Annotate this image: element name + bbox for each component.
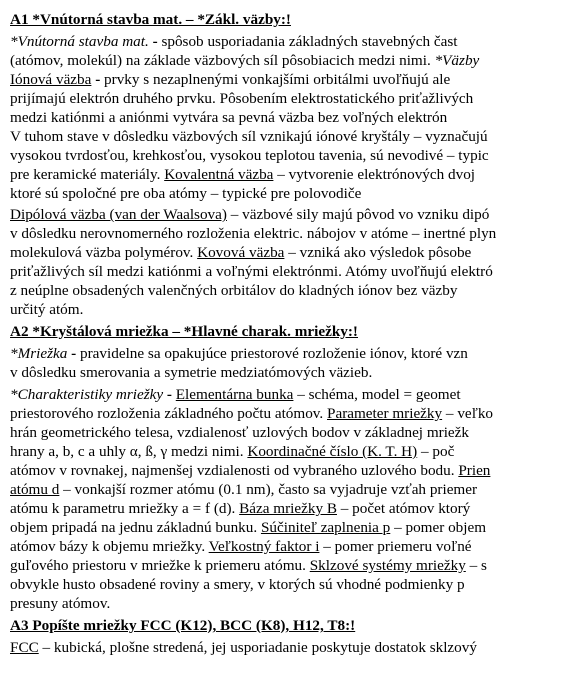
text: prijímajú elektrón druhého prvku. Pôsobením elektrostatického priťažlivých	[10, 90, 474, 107]
term-koordinacne-cislo: Koordinačné číslo (K. T. H)	[247, 443, 418, 460]
heading-a2-text: A2 *Kryštálová mriežka – *Hlavné charak. mriežky:!	[10, 323, 358, 340]
term-vnutorna-stavba: *Vnútorná stavba mat.	[10, 33, 149, 50]
term-priemer-atomu: Prien	[458, 462, 491, 479]
text: ktoré sú spoločné pre oba atómy – typické pre polovodiče	[10, 185, 362, 202]
text: obvykle husto obsadené roviny a smery, v ktorých sú vhodné podmienky p	[10, 576, 465, 593]
text-line	[10, 461, 490, 480]
text: medzi katiónmi a aniónmi vytvára sa pevná väzba bez voľných elektrón	[10, 109, 448, 126]
text: prvky s nezaplnenými vonkajšími orbitálmi uvoľňujú ale	[104, 71, 451, 88]
text: v dôsledku nerovnomerného rozloženia elektric. nábojov v atóme – inertné plyn	[10, 225, 497, 242]
text: spôsob usporiadania základných stavebných čast	[161, 33, 458, 50]
text-line	[10, 480, 477, 499]
text-line	[10, 184, 361, 203]
heading-a1	[10, 10, 291, 29]
text-line	[10, 363, 372, 382]
term-kovalentna-vazba: Kovalentná väzba	[164, 166, 274, 183]
text-line	[10, 224, 496, 243]
heading-a3-text: A3 Popíšte mriežky FCC (K12), BCC (K8), H12, T8:!	[10, 617, 356, 634]
text: – kubická, plošne stredená, jej usporiadanie poskytuje dostatok sklzový	[38, 639, 477, 656]
text: V tuhom stave v dôsledku väzbových síl vznikajú iónové kryštály – vyznačujú	[10, 128, 488, 145]
dash: -	[163, 386, 176, 403]
text: atómov bázy k objemu mriežky.	[10, 538, 209, 555]
text-line	[10, 281, 457, 300]
dash: -	[91, 71, 105, 88]
text: – vonkajší rozmer atómu (0.1 nm), často sa vyjadruje vzťah priemer	[59, 481, 478, 498]
term-mriezka: *Mriežka	[10, 345, 68, 362]
text: molekulová väzba polymérov.	[10, 244, 198, 261]
text: pravidelne sa opakujúce priestorové rozloženie iónov, ktoré vzn	[80, 345, 468, 362]
text: – vzniká ako výsledok pôsobe	[284, 244, 472, 261]
heading-a3	[10, 616, 355, 635]
text: atómu k parametru mriežky a = f (d).	[10, 500, 240, 517]
term-vazby: *Väzby	[434, 52, 480, 69]
text: vysokou tvrdosťou, krehkosťou, vysokou teplotou tavenia, sú nevodivé – typic	[10, 147, 489, 164]
text-line	[10, 205, 489, 224]
text-line	[10, 108, 447, 127]
text: presuny atómov.	[10, 595, 111, 612]
term-kovova-vazba: Kovová väzba	[197, 244, 285, 261]
text-line	[10, 243, 471, 262]
text: – schéma, model = geomet	[293, 386, 461, 403]
term-parameter-mriezky: Parameter mriežky	[327, 405, 443, 422]
text: z neúplne obsadených valenčných orbitálov do kladných iónov bez väzby	[10, 282, 458, 299]
term-ionova-vazba: Iónová väzba	[10, 71, 92, 88]
text-line	[10, 165, 475, 184]
text: – počet atómov ktorý	[336, 500, 471, 517]
dash: -	[67, 345, 81, 362]
text-line	[10, 537, 472, 556]
text: objem pripadá na jednu základnú bunku.	[10, 519, 261, 536]
text-line	[10, 300, 83, 319]
text-line	[10, 594, 110, 613]
term-baza-mriezky: Báza mriežky B	[239, 500, 337, 517]
heading-a1-text: A1 *Vnútorná stavba mat. – *Zákl. väzby:!	[10, 11, 291, 28]
heading-a2	[10, 322, 358, 341]
text: – väzbové sily majú pôvod vo vzniku dipó	[226, 206, 490, 223]
text: hrany a, b, c a uhly α, ß, γ medzi nimi.	[10, 443, 248, 460]
text-line	[10, 575, 465, 594]
text-line	[10, 442, 454, 461]
text: – vytvorenie elektrónových dvoj	[273, 166, 476, 183]
text-line	[10, 423, 469, 442]
text: hrán geometrického telesa, vzdialenosť uzlových bodov v základnej mriežk	[10, 424, 469, 441]
text-line	[10, 32, 458, 51]
text-line	[10, 638, 477, 657]
text: priťažlivých síl medzi katiónmi a voľnými elektrónmi. Atómy uvoľňujú elektró	[10, 263, 493, 280]
term-elementarna-bunka: Elementárna bunka	[175, 386, 294, 403]
text-line	[10, 70, 450, 89]
text: určitý atóm.	[10, 301, 84, 318]
text-line	[10, 518, 486, 537]
text: priestorového rozloženia základného počtu atómov.	[10, 405, 327, 422]
text: guľového priestoru v mriežke k priemeru atómu.	[10, 557, 310, 574]
text-line	[10, 262, 493, 281]
text-line	[10, 51, 479, 70]
text-line	[10, 127, 488, 146]
term-sucinitel-zaplnenia: Súčiniteľ zaplnenia p	[260, 519, 391, 536]
text: – veľko	[442, 405, 494, 422]
text-line	[10, 556, 487, 575]
term-dipolova-vazba: Dipólová väzba (van der Waalsova)	[10, 206, 227, 223]
dash: -	[148, 33, 162, 50]
text: v dôsledku smerovania a symetrie medziatómových väzieb.	[10, 364, 373, 381]
text: (atómov, molekúl) na základe väzbových síl pôsobiacich medzi nimi.	[10, 52, 435, 69]
term-priemer-atomu-cont: atómu d	[10, 481, 60, 498]
text-line	[10, 146, 489, 165]
text: pre keramické materiály.	[10, 166, 165, 183]
text-line	[10, 89, 473, 108]
term-charakteristiky-mriezky: *Charakteristiky mriežky	[10, 386, 164, 403]
text: atómov v rovnakej, najmenšej vzdialenosti od vybraného uzlového bodu.	[10, 462, 459, 479]
term-velkostny-faktor: Veľkostný faktor i	[208, 538, 320, 555]
text-line	[10, 344, 468, 363]
term-sklzove-systemy: Sklzové systémy mriežky	[309, 557, 466, 574]
text: – pomer priemeru voľné	[319, 538, 472, 555]
text: – pomer objem	[390, 519, 487, 536]
text-line	[10, 499, 470, 518]
text: – poč	[417, 443, 455, 460]
text-line	[10, 385, 461, 404]
text-line	[10, 404, 493, 423]
term-fcc: FCC	[10, 639, 39, 656]
text: – s	[465, 557, 487, 574]
